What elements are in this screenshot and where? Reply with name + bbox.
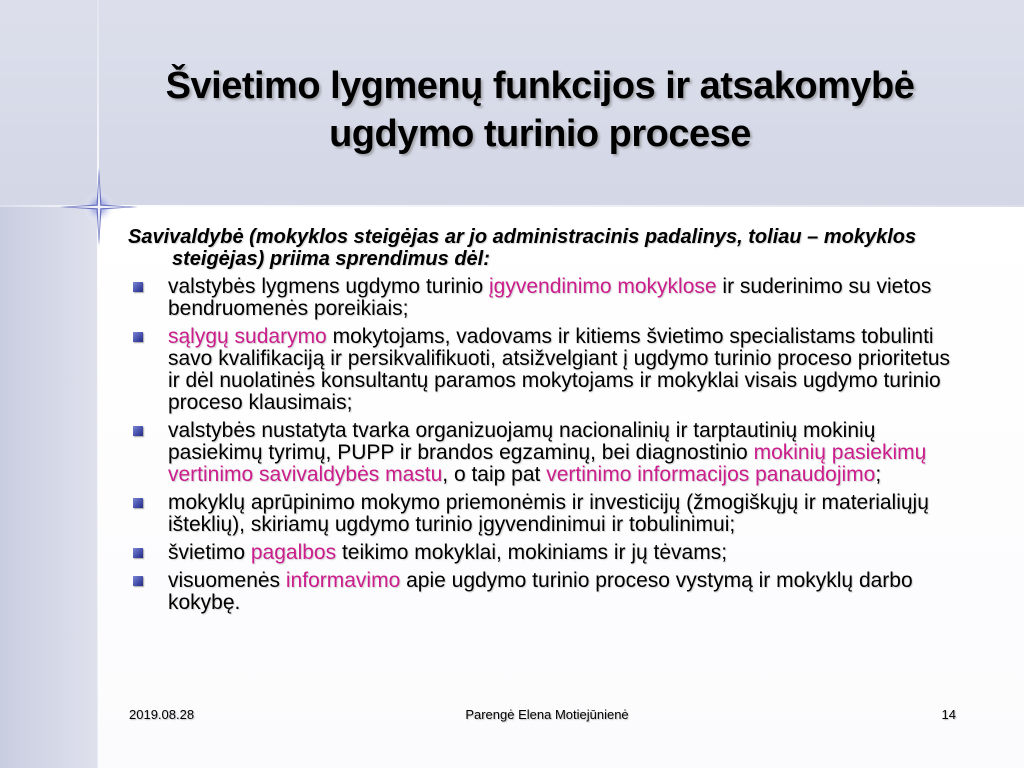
highlighted-text: sąlygų sudarymo [168,325,327,348]
slide-body [128,226,958,620]
square-bullet-icon [133,426,143,436]
footer-author: Parengė Elena Motiejūnienė [465,707,629,722]
list-item [128,542,958,564]
bullet-list [128,276,958,614]
square-bullet-icon [133,576,143,586]
highlighted-text: informavimo [285,569,401,592]
vertical-divider [97,0,99,768]
list-item [128,492,958,536]
list-item [128,276,958,320]
highlighted-text: mokinių pasiekimų vertinimo savivaldybės mastu [168,441,927,486]
slide-title-line-2: ugdymo turinio procese [329,113,751,155]
list-item-text: švietimo [168,541,251,564]
list-item-text: valstybės lygmens ugdymo turinio [168,275,489,298]
square-bullet-icon [133,332,143,342]
highlighted-text: įgyvendinimo mokyklose [488,275,717,298]
list-item-text: teikimo mokyklai, mokiniams ir jų tėvams; [336,541,728,564]
square-bullet-icon [133,498,143,508]
list-item [128,420,958,486]
slide-title-line-1: Švietimo lygmenų funkcijos ir atsakomybė [165,65,915,107]
highlighted-text: vertinimo informacijos panaudojimo [546,463,876,486]
list-item [128,570,958,614]
list-item-text: ir suderinimo su vietos bendruomenės poreikiais; [168,275,932,320]
intro-paragraph: Savivaldybė (mokyklos steigėjas ar jo administracinis padalinys, toliau – mokyklos steigėjas) priima sprendimus dėl: [128,226,917,270]
footer-date: 2019.08.28 [129,707,195,722]
list-item-text: valstybės nustatyta tvarka organizuojamų nacionalinių ir tarptautinių mokinių pasiekimų tyrimų, PUPP ir brandos egzaminų, bei diagnostinio [168,419,876,464]
square-bullet-icon [133,282,143,292]
list-item [128,326,958,414]
list-item-text: ; [875,463,882,486]
list-item-text: mokyklų aprūpinimo mokymo priemonėmis ir investicijų (žmogiškųjų ir materialiųjų išteklių), skiriamų ugdymo turinio įgyvendinimui ir tobulinimui; [168,491,929,536]
footer-page-number: 14 [941,707,956,722]
list-item-text: , o taip pat [442,463,547,486]
list-item-text: visuomenės [168,569,286,592]
highlighted-text: pagalbos [250,541,337,564]
slide-title [110,62,970,158]
horizontal-divider [0,205,1024,207]
list-item-text: apie ugdymo turinio proceso vystymą ir mokyklų darbo kokybę. [168,569,913,614]
square-bullet-icon [133,548,143,558]
list-item-text: mokytojams, vadovams ir kitiems švietimo specialistams tobulinti savo kvalifikaciją ir persikvalifikuoti, atsižvelgiant į ugdymo turinio proceso prioritetus ir dėl nuolatinės konsultantų paramos mokytojams ir mokyklai visais ugdymo turinio proceso klausimais; [168,325,950,414]
